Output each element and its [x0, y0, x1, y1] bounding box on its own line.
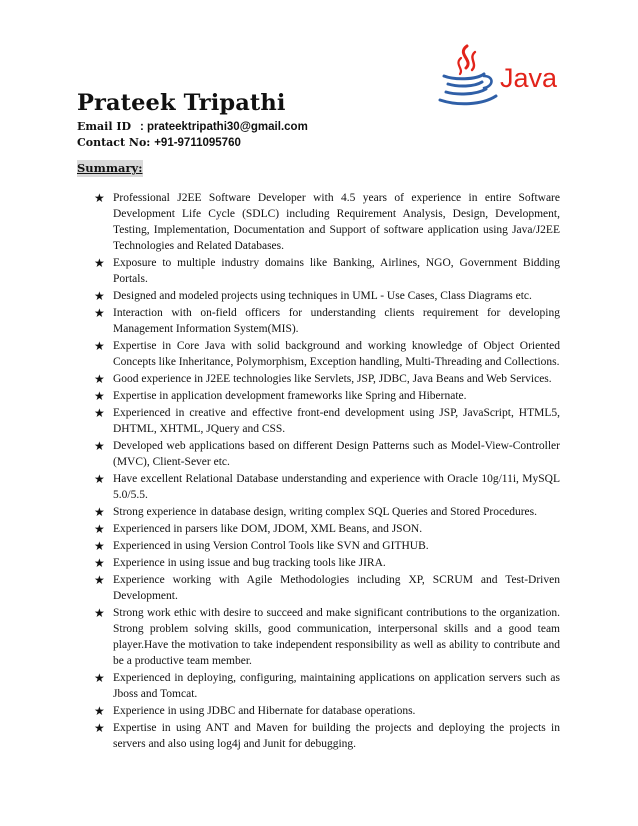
summary-bullet-text: Experience in using JDBC and Hibernate for database operations.: [113, 705, 416, 717]
summary-bullet-text: Expertise in application development frameworks like Spring and Hibernate.: [113, 390, 467, 402]
summary-bullet-item: [94, 572, 560, 604]
summary-bullet-text: Designed and modeled projects using techniques in UML - Use Cases, Class Diagrams etc.: [113, 290, 532, 302]
summary-bullet-item: [94, 720, 560, 752]
summary-bullet-item: [94, 371, 560, 387]
summary-bullet-text: Interaction with on-field officers for understanding clients requirement for developing Management Information System(MIS).: [113, 307, 560, 335]
summary-bullet-item: [94, 305, 560, 337]
star-bullet-icon: ★: [94, 191, 105, 205]
email-label: Email ID: [77, 120, 132, 133]
summary-bullet-item: [94, 255, 560, 287]
summary-bullet-item: [94, 504, 560, 520]
summary-bullet-text: Experienced in creative and effective front-end development using JSP, JavaScript, HTML5, DHTML, XHTML, JQuery and CSS.: [113, 407, 560, 435]
summary-bullet-text: Experience in using issue and bug tracking tools like JIRA.: [113, 557, 386, 569]
summary-bullet-text: Developed web applications based on different Design Patterns such as Model-View-Controller (MVC), Client-Sever etc.: [113, 440, 560, 468]
summary-bullet-item: [94, 388, 560, 404]
email-value[interactable]: : prateektripathi30@gmail.com: [140, 121, 308, 133]
summary-bullet-text: Experienced in deploying, configuring, maintaining applications on application servers such as Jboss and Tomcat.: [113, 672, 560, 700]
summary-bullet-item: [94, 605, 560, 669]
summary-bullet-item: [94, 521, 560, 537]
summary-bullet-text: Experience working with Agile Methodologies including XP, SCRUM and Test-Driven Development.: [113, 574, 560, 602]
contact-label: Contact No:: [77, 136, 151, 149]
summary-bullet-item: [94, 471, 560, 503]
star-bullet-icon: ★: [94, 389, 105, 403]
summary-bullet-list: [94, 190, 560, 753]
summary-bullet-text: Have excellent Relational Database understanding and experience with Oracle 10g/11i, MySQL 5.0/5.5.: [113, 473, 560, 501]
contact-value: +91-9711095760: [154, 137, 241, 149]
summary-bullet-item: [94, 190, 560, 254]
summary-bullet-item: [94, 288, 560, 304]
summary-bullet-item: [94, 438, 560, 470]
java-logo-text: Java: [500, 63, 558, 93]
summary-bullet-text: Strong experience in database design, writing complex SQL Queries and Stored Procedures.: [113, 506, 538, 518]
summary-bullet-item: [94, 338, 560, 370]
star-bullet-icon: ★: [94, 573, 105, 587]
star-bullet-icon: ★: [94, 472, 105, 486]
star-bullet-icon: ★: [94, 289, 105, 303]
star-bullet-icon: ★: [94, 256, 105, 270]
summary-bullet-text: Good experience in J2EE technologies like Servlets, JSP, JDBC, Java Beans and Web Services.: [113, 373, 552, 385]
star-bullet-icon: ★: [94, 721, 105, 735]
contact-row: [77, 136, 241, 149]
summary-bullet-text: Expertise in Core Java with solid background and working knowledge of Object Oriented Concepts like Inheritance, Polymorphism, Exception handling, Multi-Threading and Collections.: [113, 340, 560, 368]
candidate-name: Prateek Tripathi: [77, 90, 286, 116]
java-logo: [430, 42, 575, 110]
email-row: [77, 120, 308, 133]
star-bullet-icon: ★: [94, 556, 105, 570]
star-bullet-icon: ★: [94, 505, 105, 519]
summary-bullet-text: Experienced in parsers like DOM, JDOM, XML Beans, and JSON.: [113, 523, 423, 535]
summary-bullet-text: Exposure to multiple industry domains like Banking, Airlines, NGO, Government Bidding Portals.: [113, 257, 560, 285]
summary-bullet-text: Strong work ethic with desire to succeed and make significant contributions to the organization. Strong problem solving skills, good communication, interpersonal skills and a good team player.Have the motivation to take independent responsibility as well as ability to contribute and be a productive team member.: [113, 607, 560, 667]
summary-bullet-text: Experienced in using Version Control Tools like SVN and GITHUB.: [113, 540, 429, 552]
summary-heading: Summary:: [77, 161, 143, 175]
star-bullet-icon: ★: [94, 339, 105, 353]
star-bullet-icon: ★: [94, 406, 105, 420]
star-bullet-icon: ★: [94, 704, 105, 718]
star-bullet-icon: ★: [94, 539, 105, 553]
summary-bullet-item: [94, 670, 560, 702]
star-bullet-icon: ★: [94, 671, 105, 685]
star-bullet-icon: ★: [94, 439, 105, 453]
summary-bullet-text: Expertise in using ANT and Maven for building the projects and deploying the projects in servers and also using log4j and Junit for debugging.: [113, 722, 560, 750]
star-bullet-icon: ★: [94, 372, 105, 386]
summary-bullet-item: [94, 405, 560, 437]
summary-bullet-text: Professional J2EE Software Developer with 4.5 years of experience in entire Software Development Life Cycle (SDLC) including Requirement Analysis, Design, Development, Testing, Implementation, Documentation and Support of software application using Java/J2EE Technologies and Related Databases.: [113, 192, 560, 252]
star-bullet-icon: ★: [94, 522, 105, 536]
summary-bullet-item: [94, 555, 560, 571]
star-bullet-icon: ★: [94, 606, 105, 620]
summary-bullet-item: [94, 538, 560, 554]
summary-bullet-item: [94, 703, 560, 719]
star-bullet-icon: ★: [94, 306, 105, 320]
